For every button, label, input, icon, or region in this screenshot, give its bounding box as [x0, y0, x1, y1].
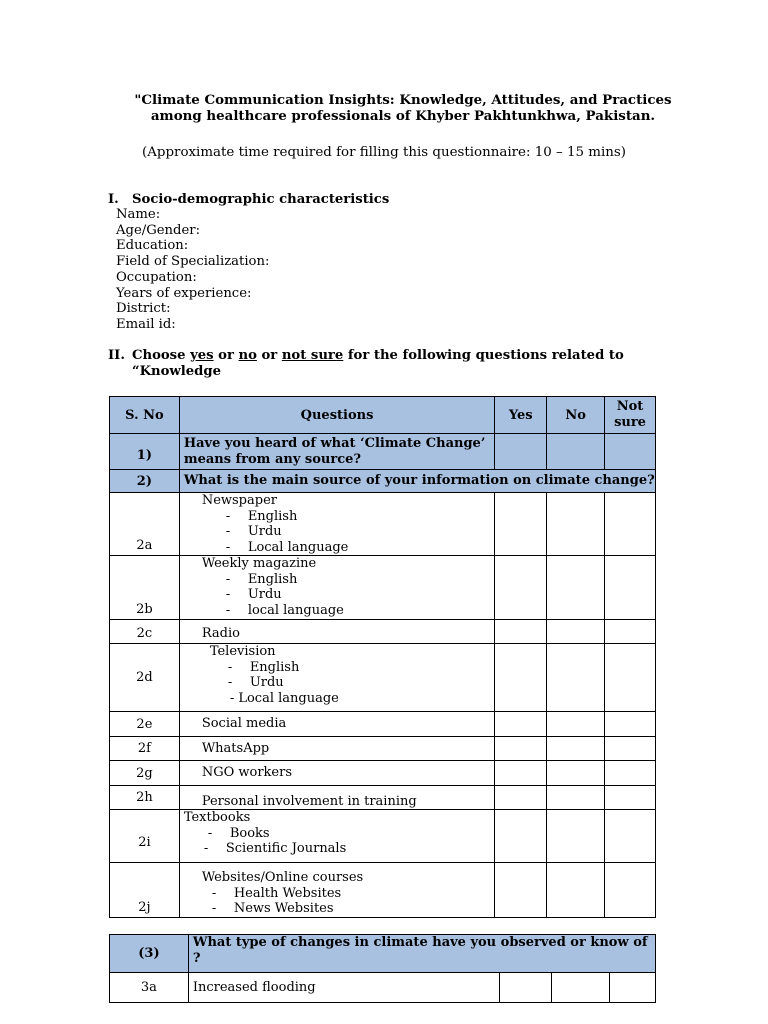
- source-label: Websites/Online courses: [201, 870, 364, 885]
- table-row: [110, 620, 656, 644]
- dash: -: [203, 841, 209, 856]
- answer-yes-cell[interactable]: [495, 644, 547, 712]
- answer-no-cell[interactable]: [547, 810, 605, 863]
- answer-not-sure-cell[interactable]: [605, 493, 656, 556]
- dash: -: [211, 901, 217, 916]
- row-sno: 2i: [110, 810, 180, 863]
- source-sub-item: Urdu: [249, 675, 284, 690]
- source-sub-item: Local language: [247, 539, 349, 555]
- time-note: (Approximate time required for filling this questionnaire: 10 – 15 mins): [142, 145, 626, 160]
- question-text: What type of changes in climate have you observed or know of ?: [188, 935, 655, 973]
- row-sno: 2h: [110, 786, 180, 810]
- source-label: WhatsApp: [179, 737, 494, 761]
- knowledge-table: [109, 396, 656, 918]
- answer-not-sure-cell[interactable]: [605, 712, 656, 737]
- answer-not-sure-cell[interactable]: [605, 737, 656, 761]
- source-label: Newspaper: [201, 493, 277, 508]
- dash: -: [207, 825, 213, 841]
- answer-not-sure-cell[interactable]: [605, 434, 656, 470]
- section-2-text: Choose: [132, 348, 191, 363]
- dash: -: [225, 571, 231, 587]
- row-sno: 2a: [110, 493, 180, 556]
- answer-no-cell[interactable]: [547, 434, 605, 470]
- dash: -: [225, 524, 231, 539]
- header-yes: Yes: [495, 397, 547, 434]
- source-sub-item: Urdu: [247, 524, 282, 539]
- dash: -: [225, 587, 231, 602]
- option-not-sure-label: not sure: [281, 348, 344, 363]
- section-1-title: Socio-demographic characteristics: [132, 192, 390, 207]
- field-district[interactable]: District:: [116, 301, 171, 317]
- answer-yes-cell[interactable]: [495, 761, 547, 786]
- answer-not-sure-cell[interactable]: [605, 786, 656, 810]
- source-cell: [179, 644, 494, 712]
- document-title: [100, 92, 706, 124]
- answer-yes-cell[interactable]: [495, 737, 547, 761]
- section-1-heading: [108, 192, 389, 207]
- header-questions: Questions: [179, 397, 494, 434]
- section-2-heading: [108, 348, 624, 380]
- source-sub-item: English: [249, 659, 300, 675]
- section-2-line-2: “Knowledge: [132, 364, 222, 379]
- table-row: [110, 712, 656, 737]
- source-label: NGO workers: [179, 761, 494, 786]
- answer-yes-cell[interactable]: [495, 556, 547, 620]
- source-cell: [179, 863, 494, 918]
- table-row: [110, 556, 656, 620]
- source-cell: [179, 556, 494, 620]
- source-sub-item: local language: [247, 602, 344, 618]
- source-sub-item: Health Websites: [233, 885, 342, 901]
- source-label: Television: [209, 644, 276, 659]
- answer-yes-cell[interactable]: [500, 973, 552, 1003]
- source-sub-item: English: [247, 508, 298, 524]
- answer-not-sure-cell[interactable]: [610, 973, 656, 1003]
- climate-changes-table: [109, 934, 656, 1003]
- answer-yes-cell[interactable]: [495, 810, 547, 863]
- answer-yes-cell[interactable]: [495, 863, 547, 918]
- field-age-gender[interactable]: Age/Gender:: [116, 222, 201, 238]
- question-text: What is the main source of your information on climate change?: [179, 470, 655, 493]
- table-row: [110, 761, 656, 786]
- header-not-sure-line1: Not: [616, 399, 644, 414]
- question-text: [179, 434, 494, 470]
- header-no: No: [547, 397, 605, 434]
- source-label: Personal involvement in training: [179, 786, 494, 810]
- row-sno: 2b: [110, 556, 180, 620]
- row-sno: 1): [110, 434, 180, 470]
- dash: -: [227, 675, 233, 690]
- table-header-row: [110, 397, 656, 434]
- header-sno: S. No: [110, 397, 180, 434]
- source-sub-item: Urdu: [247, 587, 282, 602]
- answer-yes-cell[interactable]: [495, 434, 547, 470]
- field-experience[interactable]: Years of experience:: [116, 285, 252, 301]
- table-row: [110, 863, 656, 918]
- answer-no-cell[interactable]: [547, 786, 605, 810]
- dash: -: [211, 885, 217, 901]
- table-row: [110, 810, 656, 863]
- row-sno: 2e: [110, 712, 180, 737]
- source-label: Textbooks: [183, 810, 251, 825]
- table-header-row: [110, 935, 656, 973]
- source-sub-item: Books: [229, 825, 270, 841]
- or-text: or: [213, 348, 239, 363]
- table-row: [110, 493, 656, 556]
- field-email[interactable]: Email id:: [116, 316, 176, 332]
- answer-yes-cell[interactable]: [495, 620, 547, 644]
- table-row: [110, 434, 656, 470]
- answer-not-sure-cell[interactable]: [605, 620, 656, 644]
- source-sub-item: - Local language: [229, 690, 339, 706]
- table-row: [110, 786, 656, 810]
- table-row: [110, 737, 656, 761]
- row-sno: 3a: [110, 973, 189, 1003]
- answer-no-cell[interactable]: [547, 737, 605, 761]
- table-row: [110, 470, 656, 493]
- question-line-1: Have you heard of what ‘Climate Change’: [183, 436, 486, 451]
- answer-no-cell[interactable]: [547, 761, 605, 786]
- title-line-2: among healthcare professionals of Khyber Pakhtunkhwa, Pakistan.: [150, 108, 656, 124]
- source-label: Weekly magazine: [201, 556, 317, 571]
- section-2-number: II.: [108, 348, 125, 363]
- row-sno: (3): [110, 935, 189, 973]
- answer-not-sure-cell[interactable]: [605, 810, 656, 863]
- answer-not-sure-cell[interactable]: [605, 556, 656, 620]
- source-sub-item: Scientific Journals: [225, 841, 347, 856]
- header-not-sure: [605, 397, 656, 434]
- answer-yes-cell[interactable]: [495, 493, 547, 556]
- answer-no-cell[interactable]: [547, 863, 605, 918]
- answer-no-cell[interactable]: [547, 556, 605, 620]
- answer-yes-cell[interactable]: [495, 712, 547, 737]
- answer-no-cell[interactable]: [552, 973, 610, 1003]
- demographic-fields: [116, 207, 269, 333]
- answer-no-cell[interactable]: [547, 620, 605, 644]
- field-specialization[interactable]: Field of Specialization:: [116, 254, 270, 270]
- option-no-label: no: [238, 348, 257, 363]
- section-1-number: I.: [108, 192, 119, 207]
- source-cell: [179, 810, 494, 863]
- header-not-sure-line2: sure: [614, 415, 646, 430]
- row-sno: 2j: [110, 863, 180, 918]
- source-cell: [179, 493, 494, 556]
- answer-yes-cell[interactable]: [495, 786, 547, 810]
- answer-no-cell[interactable]: [547, 712, 605, 737]
- source-label: Radio: [179, 620, 494, 644]
- answer-not-sure-cell[interactable]: [605, 863, 656, 918]
- row-sno: 2c: [110, 620, 180, 644]
- dash: -: [227, 659, 233, 675]
- field-education[interactable]: Education:: [116, 238, 189, 254]
- source-label: Social media: [179, 712, 494, 737]
- row-sno: 2d: [110, 644, 180, 712]
- section-2-text: for the following questions related to: [343, 348, 624, 363]
- row-sno: 2f: [110, 737, 180, 761]
- dash: -: [225, 539, 231, 555]
- row-sno: 2): [110, 470, 180, 493]
- table-row: [110, 644, 656, 712]
- answer-not-sure-cell[interactable]: [605, 644, 656, 712]
- option-yes-label: yes: [190, 348, 214, 363]
- answer-no-cell[interactable]: [547, 493, 605, 556]
- source-sub-item: News Websites: [233, 901, 334, 916]
- source-sub-item: English: [247, 571, 298, 587]
- row-sno: 2g: [110, 761, 180, 786]
- dash: -: [225, 602, 231, 618]
- field-name[interactable]: Name:: [116, 207, 161, 222]
- or-text: or: [256, 348, 282, 363]
- dash: -: [225, 508, 231, 524]
- question-line-2: means from any source?: [183, 451, 362, 467]
- answer-not-sure-cell[interactable]: [605, 761, 656, 786]
- field-occupation[interactable]: Occupation:: [116, 269, 197, 285]
- change-label: Increased flooding: [188, 973, 499, 1003]
- answer-no-cell[interactable]: [547, 644, 605, 712]
- title-line-1: "Climate Communication Insights: Knowledge, Attitudes, and Practices: [134, 92, 672, 108]
- table-row: [110, 973, 656, 1003]
